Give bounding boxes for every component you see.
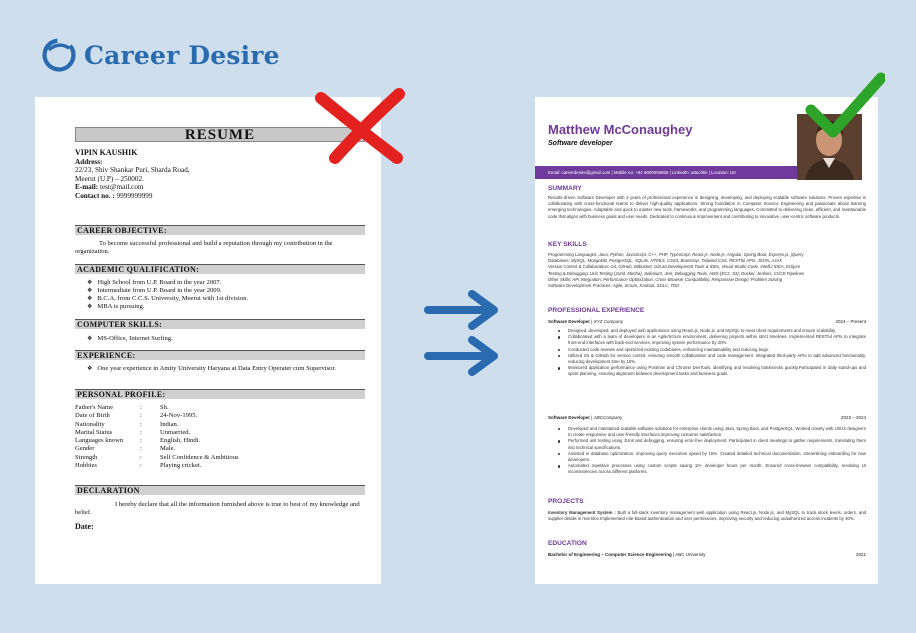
old-resume-page [35, 97, 381, 584]
email-label: E-mail: [75, 183, 99, 192]
list-item: Utilized Git & GitHub for version control, ensuring smooth collaboration and code management. Integrated third-party APIs to add advanced functionality, reducing development time by 15%. [548, 353, 866, 365]
section-career-objective: CAREER OBJECTIVE: [75, 225, 365, 235]
list-item: ❖ High School from U.P. Board in the year 2007. [87, 279, 365, 287]
computer-list [75, 335, 365, 343]
education-row: Bachelor of Engineering – Computer Science Engineering | ABC University 2021 [548, 552, 866, 557]
experience-list [75, 365, 365, 373]
profile-value: 24-Nov-1995. [160, 412, 198, 420]
old-name: VIPIN KAUSHIK [75, 148, 138, 157]
skill-row [548, 283, 866, 289]
summary-text: Results-driven Software Developer with 2 years of professional experience in designing, developing, and deploying scalable software solutions. Proven expertise in collaborating with cross-functional teams to deliver high-quality applications. Strong foundation in Computer Science Engineering and passionate about learning emerging technologies. Adaptable and quick to master new tools, frameworks, and programming languages. Committed to delivering clean, efficient, and maintainable code that aligns with business goals and user needs. Dedicated to continuous improvement and contributing to innovative, user-centric software products. [548, 195, 866, 219]
list-item: ❖ MBA is pursuing. [87, 303, 365, 311]
brand-name: Career Desire [84, 40, 280, 70]
address-label: Address: [75, 157, 103, 166]
list-item: ❖ MS-Office, Internet Surfing. [87, 335, 365, 343]
right-arrow-icon [422, 334, 502, 378]
job-header: Software Developer | XYZ Company 2024 – Present [548, 319, 866, 324]
list-item: Conducted code reviews and optimized existing codebases, enhancing maintainability and reducing bugs. [548, 347, 866, 353]
project-description: Built a full-stack inventory management web application using React.js, Node.js, and MySQL to track stock levels, orders, and supplier details in real time.Implemented role-based authentication and user permissions, improving security and reducing unauthorized access incidents by 30%. [548, 510, 866, 522]
new-resume-page [535, 97, 878, 584]
list-item: ❖ One year experience in Amity University Haryana at Data Entry Operater cum Supervisor. [87, 365, 365, 373]
old-contact: 9999999999 [116, 191, 153, 200]
profile-value: Sh. [160, 404, 169, 411]
old-email: test@mail.com [99, 183, 144, 192]
objective-text: To become successful professional and build a reputation through my contribution in the organization. [75, 240, 333, 255]
new-role: Software developer [548, 140, 613, 147]
experience-heading: PROFESSIONAL EXPERIENCE [548, 307, 645, 314]
profile-key: Strength [75, 453, 98, 461]
right-arrow-icon [422, 288, 502, 332]
old-contact-block [75, 149, 190, 201]
profile-key: Languages known [75, 437, 124, 445]
education-heading: EDUCATION [548, 540, 587, 547]
contact-label: Contact no. : [75, 191, 115, 200]
university: ABC University [675, 552, 706, 557]
project-title: Inventory Management System : [548, 510, 618, 515]
profile-value: English, Hindi. [160, 437, 201, 445]
education-year: 2021 [855, 552, 866, 557]
list-item: Performed unit testing using JUnit and debugging, ensuring error-free deployment. Participated in client meetings to gather requirements, translating them into technical specifications. [548, 438, 866, 450]
red-cross-icon [313, 88, 405, 164]
skill-value: Git, GitHub, Bitbucket, GitLab,Development Tools & IDEs, Visual Studio Code, IntelliJ IDEA, Eclipse [610, 264, 800, 270]
new-name: Matthew McConaughey [548, 122, 693, 137]
table-row: Gender : Male. [75, 445, 176, 453]
list-item: Collaborated with a team of developers in an Agile/Scrum environment, delivering projects within strict timelines. Implemented RESTful APIs to integrate front-end interfaces with back-end services, improving system performance by 20%. [548, 334, 866, 346]
job-bullets [548, 328, 866, 378]
resume-title: RESUME [75, 127, 365, 142]
address-line2: Meerut (U.P) – 250002. [75, 174, 144, 183]
skill-key: Programming Languages: [548, 252, 599, 257]
skill-value: Agile, Scrum, Kanban, SDLC, TDD [612, 283, 680, 289]
skill-value: API Integration, Performance Optimization, Cross-Browser Compatibility, Responsive Design, Problem Solving [572, 276, 783, 282]
brand-header [42, 38, 280, 72]
table-row: Father's Name : Sh. [75, 404, 169, 411]
list-item: ❖ B.C.A. from C.C.S. University, Meerut with 1st division. [87, 295, 365, 303]
contact-bar: Email: careerdesire@gmail.com | Mobile no: +91 9000093936 | LinkedIn: attachlin | Location: UK [535, 166, 797, 179]
table-row: Strength : Self Confidence & Ambitious [75, 453, 239, 461]
profile-value: Unmarried. [160, 428, 191, 436]
skill-key: Software Development Practices: [548, 283, 613, 289]
list-item: ❖ Intermediate from U.P. Board in the year 2009. [87, 287, 365, 295]
skill-key: Other Skills: [548, 276, 573, 282]
table-row: Nationality : Indian. [75, 420, 179, 428]
profile-key: Father's Name [75, 404, 113, 411]
skill-key: Databases: [548, 258, 571, 264]
section-experience: EXPERIENCE: [75, 350, 365, 360]
profile-value: Self Confidence & Ambitious [160, 453, 239, 461]
profile-key: Date of Birth [75, 412, 110, 420]
job-title: Software Developer [548, 319, 591, 324]
list-item: Designed, developed, and deployed web applications using React.js, Node.js, and MySQL to meet client requirements and ensure scalability. [548, 328, 866, 334]
table-row: Marital Status : Unmarried. [75, 428, 191, 436]
table-row: Date of Birth : 24-Nov-1995. [75, 412, 198, 420]
declaration-text: I hereby declare that all the information furnished above is true to best of my knowledge and belief. [75, 501, 360, 516]
job-company: ABCCompany [593, 415, 623, 420]
career-desire-logo-icon [42, 38, 76, 72]
green-check-icon [805, 72, 885, 142]
skill-value: MySQL, MongoDB, PostgreSQL, SQLite, HTML5, CSS3, Bootstrap, Tailwind CSS, RESTful APIs, JSON, AJAX [570, 258, 783, 264]
job-bullets [548, 426, 866, 476]
profile-key: Gender [75, 445, 95, 453]
job-title: Software Developer [548, 415, 591, 420]
profile-key: Hobbies [75, 462, 97, 470]
skill-key: Testing & Debugging: [548, 270, 591, 276]
skills-heading: KEY SKILLS [548, 241, 587, 248]
address-line1: 22/23, Shiv Shankar Puri, Sharda Road, [75, 166, 190, 175]
list-item: Automated repetitive processes using custom scripts saving 10+ developer hours per month. Ensured cross-browser compatibility, resolving UI inconsistencies across different platforms. [548, 463, 866, 475]
degree: Bachelor of Engineering – Computer Science Engineering [548, 552, 672, 557]
skill-value: Java, Python, JavaScript, C++, PHP, TypeScript, React.js, Node.js, Angular, Spring Boot, Express.js, jQuery [598, 252, 804, 257]
job-dates: 2024 – Present [835, 319, 866, 324]
skills-list [548, 252, 866, 289]
academic-list [75, 279, 365, 311]
profile-value: Indian. [160, 420, 179, 428]
section-declaration: DECLARATION [75, 485, 365, 495]
list-item: Developed and maintained scalable software solutions for enterprise clients using Java, Spring Boot, and PostgreSQL. Worked closely with UI/UX designers to create responsive and user-friendly interfaces,improving customer satisfaction. [548, 426, 866, 438]
job-header: Software Developer | ABCCompany 2023 – 2024 [548, 415, 866, 420]
section-personal-profile: PERSONAL PROFILE: [75, 389, 365, 399]
date-label: Date: [75, 522, 94, 531]
list-item: Assisted in database optimization, improving query execution speed by 15%. Created detailed technical documentation, streamlining onboarding for new developers. [548, 451, 866, 463]
section-academic: ACADEMIC QUALIFICATION: [75, 264, 365, 274]
skill-key: Version Control & Collaboration: [548, 264, 611, 270]
table-row: Hobbies : Playing cricket. [75, 462, 202, 470]
section-computer-skills: COMPUTER SKILLS: [75, 319, 365, 329]
summary-heading: SUMMARY [548, 185, 582, 192]
projects-heading: PROJECTS [548, 498, 584, 505]
skill-value: Unit Testing (JUnit, Mocha), Selenium, Jest, Debugging Tools, AWS (EC2, S3), Docker, Jenkins, CI/CD Pipelines [590, 270, 805, 276]
job-dates: 2023 – 2024 [840, 415, 866, 420]
table-row: Languages known : English, Hindi. [75, 437, 201, 445]
profile-key: Nationality [75, 420, 105, 428]
personal-profile-table [75, 404, 239, 470]
profile-value: Playing cricket. [160, 462, 202, 470]
profile-key: Marital Status [75, 428, 113, 436]
job-company: XYZ Company [593, 319, 623, 324]
project-text [548, 510, 866, 522]
profile-value: Male. [160, 445, 176, 453]
list-item: Monitored application performance using Postman and Chrome DevTools, identifying and resolving bottlenecks quickly.Participated in daily stand-ups and sprint planning, ensuring alignment between development tasks and business goals. [548, 365, 866, 377]
